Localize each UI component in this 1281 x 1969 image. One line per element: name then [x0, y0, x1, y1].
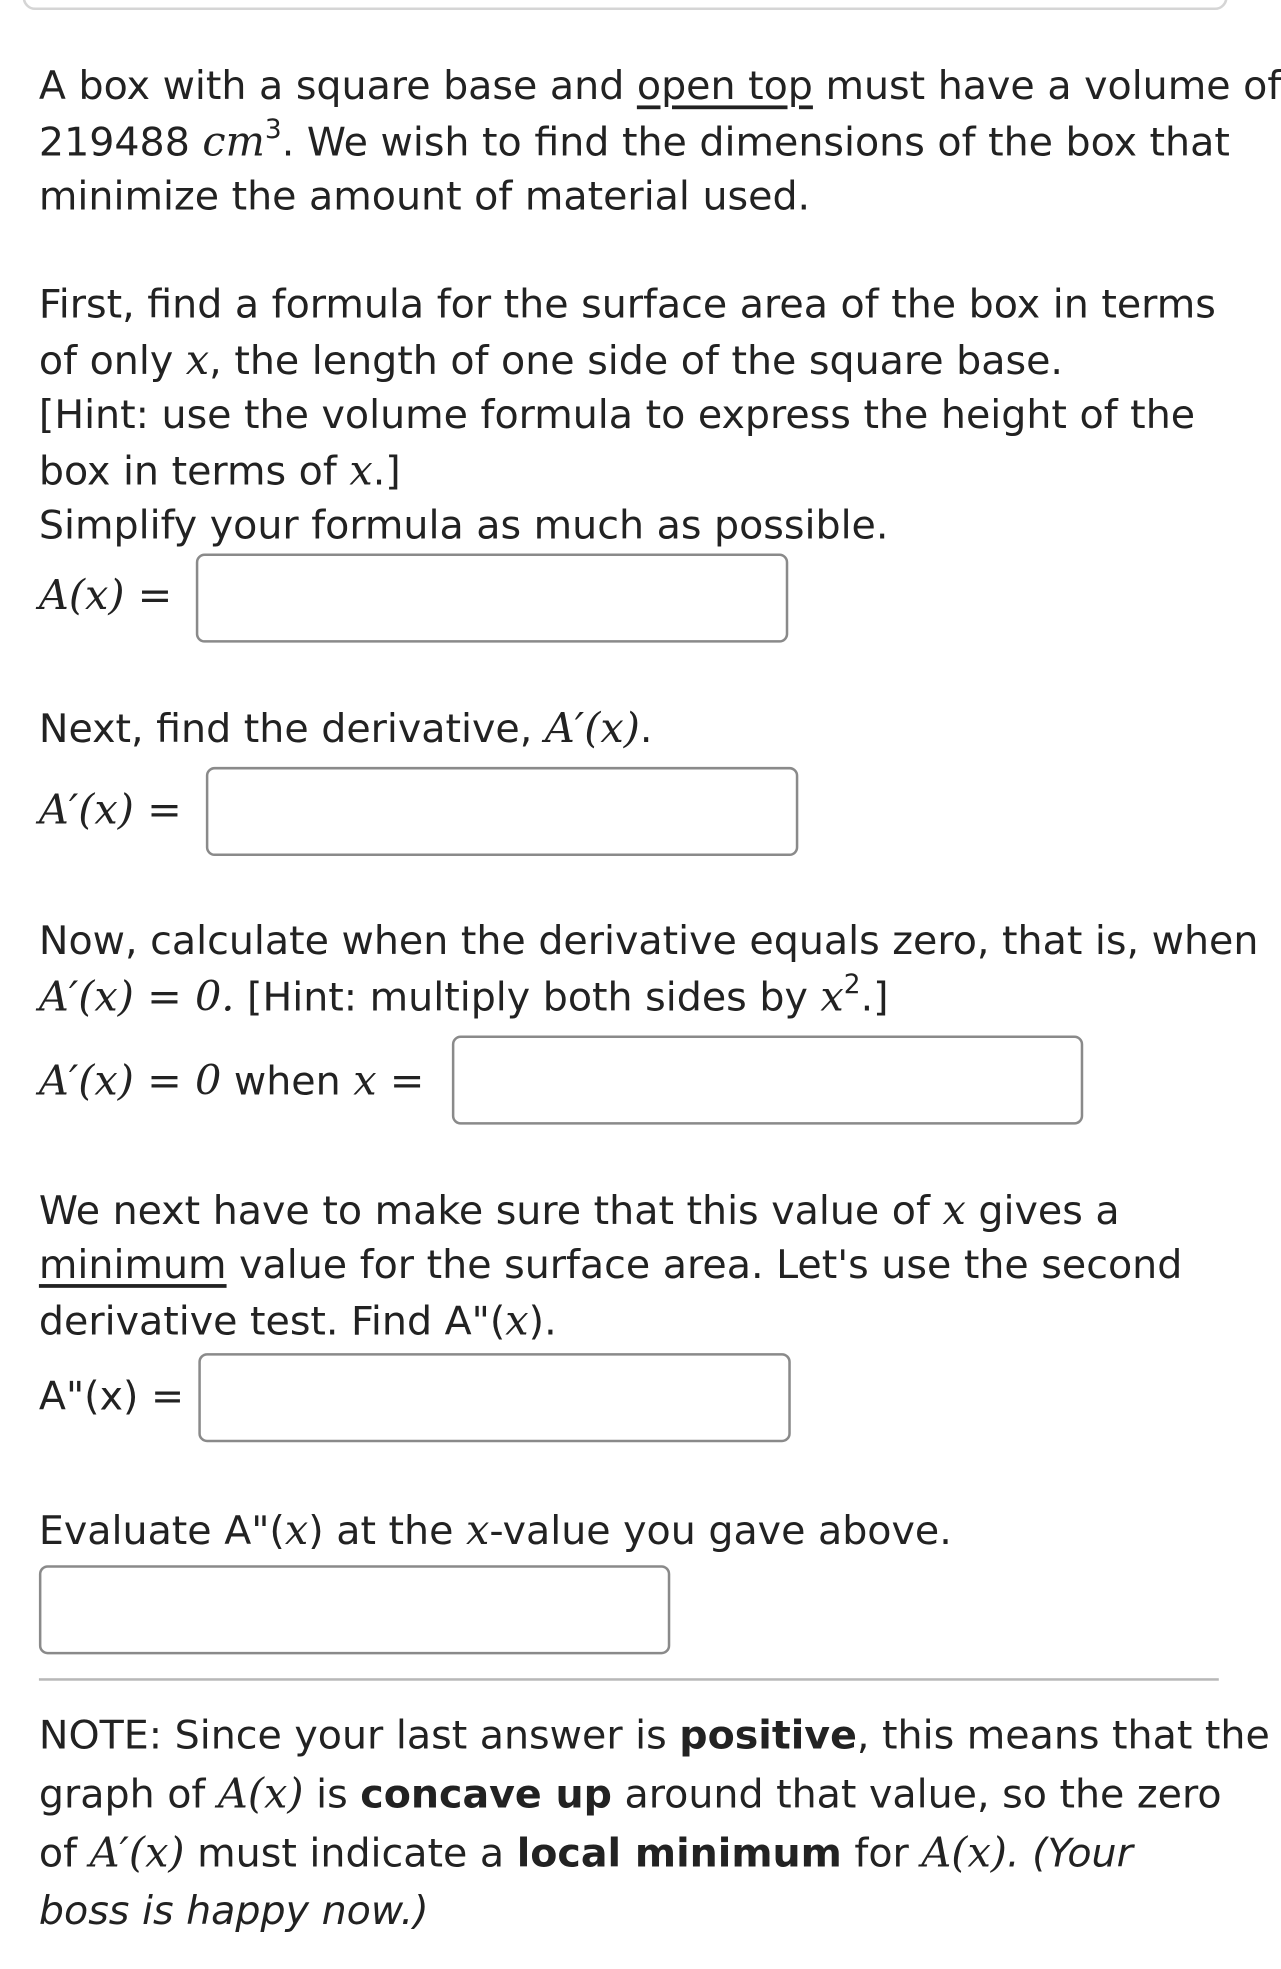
minimum-link[interactable]: minimum — [38, 1242, 227, 1288]
derivative-label: A′(x) = — [38, 784, 182, 834]
note-text: NOTE: Since your last answer is positive, this means that the graph of A(x) is concave up around that value, so the zero of A′(x) must indicate a local minimum for A(x). (Your boss is happy now.) — [38, 1713, 1270, 1935]
second-derivative-input[interactable] — [198, 1353, 790, 1442]
area-formula-input[interactable] — [196, 554, 788, 643]
previous-section-frame — [23, 0, 1228, 10]
derivative-input[interactable] — [206, 767, 798, 856]
problem-statement: A box with a square base and open top must have a volume of 219488 $cm^3$. We wish to find the dimensions of the box that minimize the amount of material used. — [38, 64, 1281, 220]
second-derivative-label: A"(x) = — [38, 1374, 185, 1420]
open-top-link[interactable]: open top — [636, 64, 813, 110]
step3-instructions: Now, calculate when the derivative equals zero, that is, when A′(x) = 0. [Hint: multiply both sides by $x^2$.] — [38, 918, 1259, 1021]
step4-instructions: We next have to make sure that this value of x gives a minimum value for the surface area. Let's use the second derivative test. Find A"(x). — [38, 1184, 1183, 1345]
step2-instructions: Next, find the derivative, A′(x). — [38, 702, 653, 752]
evaluate-input[interactable] — [39, 1565, 670, 1654]
volume-value: 219488 — [38, 120, 190, 166]
critical-point-label: A′(x) = 0 when x = — [38, 1055, 425, 1105]
divider — [39, 1678, 1219, 1681]
critical-point-input[interactable] — [452, 1036, 1083, 1125]
step1-instructions: First, find a formula for the surface area of the box in terms of only x, the length of one side of the square base. [Hint: use the volume formula to express the height of the box in terms of x.] Simplify your formula as much as possible. — [38, 282, 1216, 549]
area-label: A(x) = — [38, 569, 173, 619]
step5-instructions: Evaluate A"(x) at the x-value you gave above. — [38, 1504, 952, 1554]
